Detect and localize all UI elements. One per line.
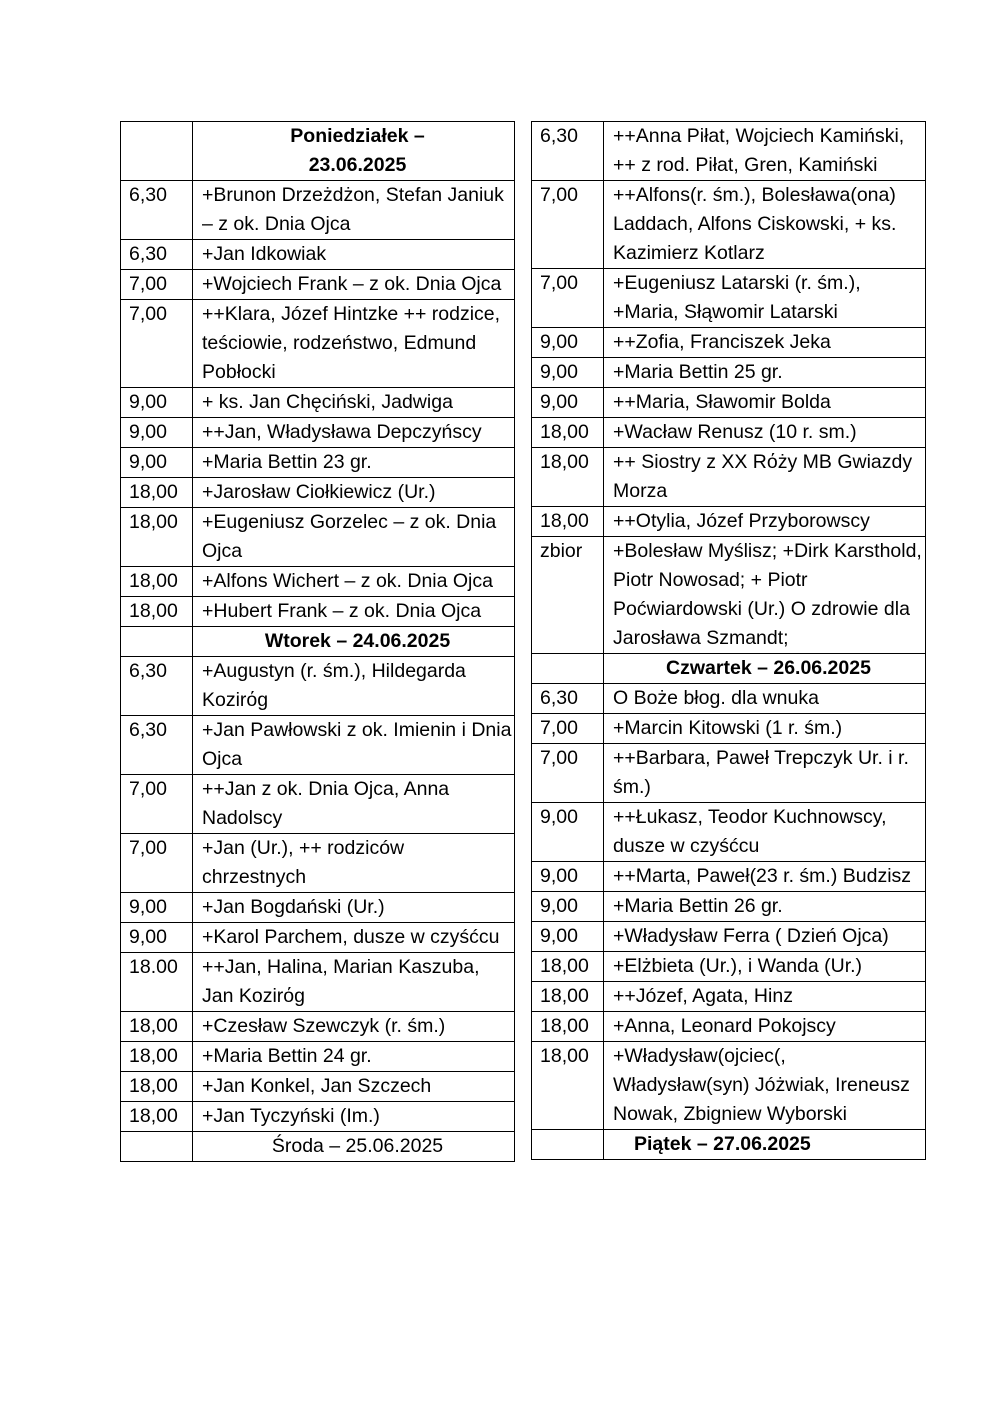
mass-intention: ++Józef, Agata, Hinz	[604, 982, 926, 1012]
mass-time: 18,00	[121, 508, 193, 567]
mass-intention: ++Jan z ok. Dnia Ojca, Anna Nadolscy	[193, 775, 515, 834]
mass-time: 7,00	[532, 744, 604, 803]
mass-row	[121, 508, 515, 567]
mass-time: 7,00	[532, 714, 604, 744]
mass-row	[532, 388, 926, 418]
mass-intention: ++Alfons(r. śm.), Bolesława(ona) Laddach, Alfons Ciskowski, + ks. Kazimierz Kotlarz	[604, 181, 926, 269]
mass-time: 7,00	[121, 300, 193, 388]
mass-row	[121, 1102, 515, 1132]
mass-time: 18,00	[121, 1012, 193, 1042]
mass-time: zbior	[532, 537, 604, 654]
mass-row	[121, 953, 515, 1012]
mass-row	[121, 834, 515, 893]
mass-time: 18,00	[121, 478, 193, 508]
mass-time: 18,00	[121, 1042, 193, 1072]
mass-intention: +Jan Konkel, Jan Szczech	[193, 1072, 515, 1102]
mass-row	[532, 952, 926, 982]
mass-row	[121, 1042, 515, 1072]
mass-intention: +Karol Parchem, dusze w czyśćcu	[193, 923, 515, 953]
mass-time: 9,00	[532, 358, 604, 388]
mass-row	[532, 122, 926, 181]
mass-time: 18,00	[532, 507, 604, 537]
empty-time-cell	[121, 1132, 193, 1162]
mass-row	[121, 893, 515, 923]
mass-intention: +Bolesław Myślisz; +Dirk Karsthold, Piotr Nowosad; + Piotr Poćwiardowski (Ur.) O zdrowie dla Jarosława Szmandt;	[604, 537, 926, 654]
mass-intention: ++Klara, Józef Hintzke ++ rodzice, teściowie, rodzeństwo, Edmund Pobłocki	[193, 300, 515, 388]
mass-time: 18,00	[532, 1042, 604, 1130]
mass-row	[532, 714, 926, 744]
mass-row	[532, 922, 926, 952]
empty-time-cell	[532, 654, 604, 684]
mass-row	[121, 567, 515, 597]
mass-intention: +Jan (Ur.), ++ rodziców chrzestnych	[193, 834, 515, 893]
mass-time: 9,00	[532, 862, 604, 892]
mass-row	[121, 388, 515, 418]
mass-time: 18,00	[532, 952, 604, 982]
mass-intention: ++Anna Piłat, Wojciech Kamiński, ++ z rod. Piłat, Gren, Kamiński	[604, 122, 926, 181]
mass-intention: +Marcin Kitowski (1 r. śm.)	[604, 714, 926, 744]
mass-intention: +Czesław Szewczyk (r. śm.)	[193, 1012, 515, 1042]
mass-time: 18,00	[121, 1072, 193, 1102]
mass-time: 9,00	[121, 893, 193, 923]
mass-time: 6,30	[532, 684, 604, 714]
mass-row	[121, 716, 515, 775]
mass-time: 9,00	[121, 388, 193, 418]
mass-intention: +Jan Bogdański (Ur.)	[193, 893, 515, 923]
mass-row	[532, 684, 926, 714]
mass-time: 18,00	[532, 1012, 604, 1042]
mass-row	[121, 240, 515, 270]
mass-row	[121, 300, 515, 388]
mass-row	[532, 1042, 926, 1130]
mass-row	[121, 657, 515, 716]
mass-time: 6,30	[532, 122, 604, 181]
mass-intention: +Alfons Wichert – z ok. Dnia Ojca	[193, 567, 515, 597]
mass-time: 9,00	[121, 448, 193, 478]
mass-intention: O Boże błog. dla wnuka	[604, 684, 926, 714]
mass-intention: ++Łukasz, Teodor Kuchnowscy, dusze w czyśćcu	[604, 803, 926, 862]
day-header-row	[121, 627, 515, 657]
mass-intention: ++Maria, Sławomir Bolda	[604, 388, 926, 418]
mass-schedule-right	[531, 121, 926, 1160]
mass-intention: +Eugeniusz Gorzelec – z ok. Dnia Ojca	[193, 508, 515, 567]
mass-time: 6,30	[121, 240, 193, 270]
day-header-row	[121, 122, 515, 181]
mass-intention: +Jan Idkowiak	[193, 240, 515, 270]
mass-time: 9,00	[121, 923, 193, 953]
mass-row	[532, 892, 926, 922]
mass-row	[121, 448, 515, 478]
mass-row	[121, 418, 515, 448]
day-header-thursday: Czwartek – 26.06.2025	[604, 654, 926, 684]
mass-intention: +Eugeniusz Latarski (r. śm.), +Maria, Słąwomir Latarski	[604, 269, 926, 328]
mass-intention: +Augustyn (r. śm.), Hildegarda Kozirόg	[193, 657, 515, 716]
mass-intention: +Wacław Renusz (10 r. sm.)	[604, 418, 926, 448]
mass-row	[532, 448, 926, 507]
mass-intention: +Władysław(ojciec(, Władysław(syn) Jóżwiak, Ireneusz Nowak, Zbigniew Wyborski	[604, 1042, 926, 1130]
mass-intention: +Jan Pawłowski z ok. Imienin i Dnia Ojca	[193, 716, 515, 775]
mass-intention: +Hubert Frank – z ok. Dnia Ojca	[193, 597, 515, 627]
mass-row	[121, 1072, 515, 1102]
mass-row	[121, 597, 515, 627]
day-header-friday: Piątek – 27.06.2025	[604, 1130, 926, 1160]
mass-time: 9,00	[532, 328, 604, 358]
mass-time: 7,00	[121, 834, 193, 893]
mass-intention: +Maria Bettin 25 gr.	[604, 358, 926, 388]
mass-time: 9,00	[532, 803, 604, 862]
mass-row	[532, 358, 926, 388]
mass-row	[532, 181, 926, 269]
mass-time: 7,00	[532, 269, 604, 328]
empty-time-cell	[121, 627, 193, 657]
mass-intention: +Wojciech Frank – z ok. Dnia Ojca	[193, 270, 515, 300]
mass-time: 6,30	[121, 657, 193, 716]
mass-intention: ++Barbara, Paweł Trepczyk Ur. i r. śm.)	[604, 744, 926, 803]
empty-time-cell	[532, 1130, 604, 1160]
mass-time: 9,00	[532, 922, 604, 952]
mass-intention: ++ Siostry z XX Rόży MB Gwiazdy Morza	[604, 448, 926, 507]
mass-row	[532, 507, 926, 537]
mass-intention: +Jan Tyczyński (Im.)	[193, 1102, 515, 1132]
mass-time: 7,00	[532, 181, 604, 269]
mass-time: 9,00	[532, 388, 604, 418]
mass-row	[121, 1012, 515, 1042]
mass-row	[121, 270, 515, 300]
day-header-monday	[193, 122, 515, 181]
mass-row	[532, 744, 926, 803]
mass-schedule-left	[120, 121, 515, 1162]
mass-row	[532, 982, 926, 1012]
mass-time: 18.00	[121, 953, 193, 1012]
mass-intention: + ks. Jan Chęciński, Jadwiga	[193, 388, 515, 418]
mass-intention: +Jarosław Ciołkiewicz (Ur.)	[193, 478, 515, 508]
mass-intention: +Maria Bettin 26 gr.	[604, 892, 926, 922]
mass-intention: ++Marta, Paweł(23 r. śm.) Budzisz	[604, 862, 926, 892]
mass-time: 7,00	[121, 775, 193, 834]
mass-row	[532, 537, 926, 654]
day-header-wednesday: Środa – 25.06.2025	[193, 1132, 515, 1162]
mass-time: 18,00	[532, 448, 604, 507]
mass-row	[121, 923, 515, 953]
mass-time: 9,00	[532, 892, 604, 922]
mass-time: 18,00	[121, 597, 193, 627]
mass-intention: +Anna, Leonard Pokojscy	[604, 1012, 926, 1042]
mass-row	[532, 862, 926, 892]
mass-intention: +Władysław Ferra ( Dzień Ojca)	[604, 922, 926, 952]
mass-intention: ++Jan, Władysława Depczyńscy	[193, 418, 515, 448]
day-header-tuesday: Wtorek – 24.06.2025	[193, 627, 515, 657]
mass-row	[121, 478, 515, 508]
mass-row	[121, 181, 515, 240]
day-header-row	[532, 1130, 926, 1160]
mass-intention: +Elżbieta (Ur.), i Wanda (Ur.)	[604, 952, 926, 982]
mass-row	[532, 269, 926, 328]
mass-time: 7,00	[121, 270, 193, 300]
mass-time: 18,00	[121, 567, 193, 597]
day-header-row	[532, 654, 926, 684]
mass-time: 6,30	[121, 716, 193, 775]
day-header-row	[121, 1132, 515, 1162]
mass-intention: +Maria Bettin 24 gr.	[193, 1042, 515, 1072]
mass-time: 18,00	[532, 982, 604, 1012]
mass-row	[121, 775, 515, 834]
mass-row	[532, 803, 926, 862]
mass-time: 6,30	[121, 181, 193, 240]
mass-row	[532, 328, 926, 358]
day-label-line2: 23.06.2025	[308, 154, 407, 176]
mass-time: 18,00	[532, 418, 604, 448]
mass-intention: +Brunon Drzeżdżon, Stefan Janiuk – z ok. Dnia Ojca	[193, 181, 515, 240]
day-label-line1: Poniedziałek –	[290, 125, 425, 147]
mass-intention: ++Otylia, Józef Przyborowscy	[604, 507, 926, 537]
mass-intention: ++Jan, Halina, Marian Kaszuba, Jan Kozirόg	[193, 953, 515, 1012]
empty-time-cell	[121, 122, 193, 181]
mass-intention: +Maria Bettin 23 gr.	[193, 448, 515, 478]
mass-row	[532, 418, 926, 448]
mass-time: 9,00	[121, 418, 193, 448]
mass-intention: ++Zofia, Franciszek Jeka	[604, 328, 926, 358]
mass-time: 18,00	[121, 1102, 193, 1132]
mass-row	[532, 1012, 926, 1042]
